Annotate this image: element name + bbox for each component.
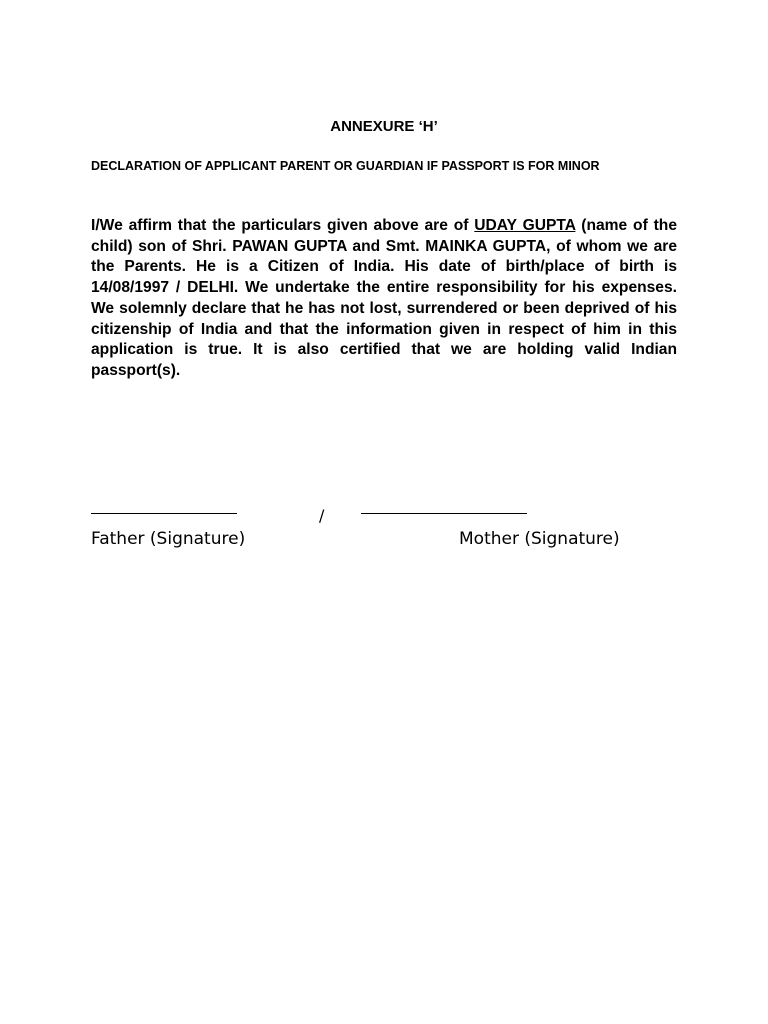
declaration-paragraph (91, 216, 677, 382)
declaration-heading: DECLARATION OF APPLICANT PARENT OR GUARDIAN IF PASSPORT IS FOR MINOR (91, 159, 600, 173)
signature-separator: / (319, 506, 325, 525)
child-name: UDAY GUPTA (474, 217, 576, 234)
annexure-title: ANNEXURE ‘H’ (330, 118, 438, 135)
father-signature-line (91, 513, 237, 514)
declaration-intro: I/We affirm that the particulars given above are of (91, 217, 475, 234)
mother-signature-label: Mother (Signature) (459, 529, 620, 549)
mother-signature-line (361, 513, 527, 514)
father-signature-label: Father (Signature) (91, 529, 246, 549)
declaration-body: (name of the child) son of Shri. PAWAN GUPTA and Smt. MAINKA GUPTA, of whom we are the Parents. He is a Citizen of India. His date of birth/place of birth is 14/08/1997 / DELHI. We undertake the entire responsibility for his expenses. We solemnly declare that he has not lost, surrendered or been deprived of his citizenship of India and that the information given in respect of him in this application is true. It is also certified that we are holding valid Indian passport(s). (91, 217, 677, 379)
